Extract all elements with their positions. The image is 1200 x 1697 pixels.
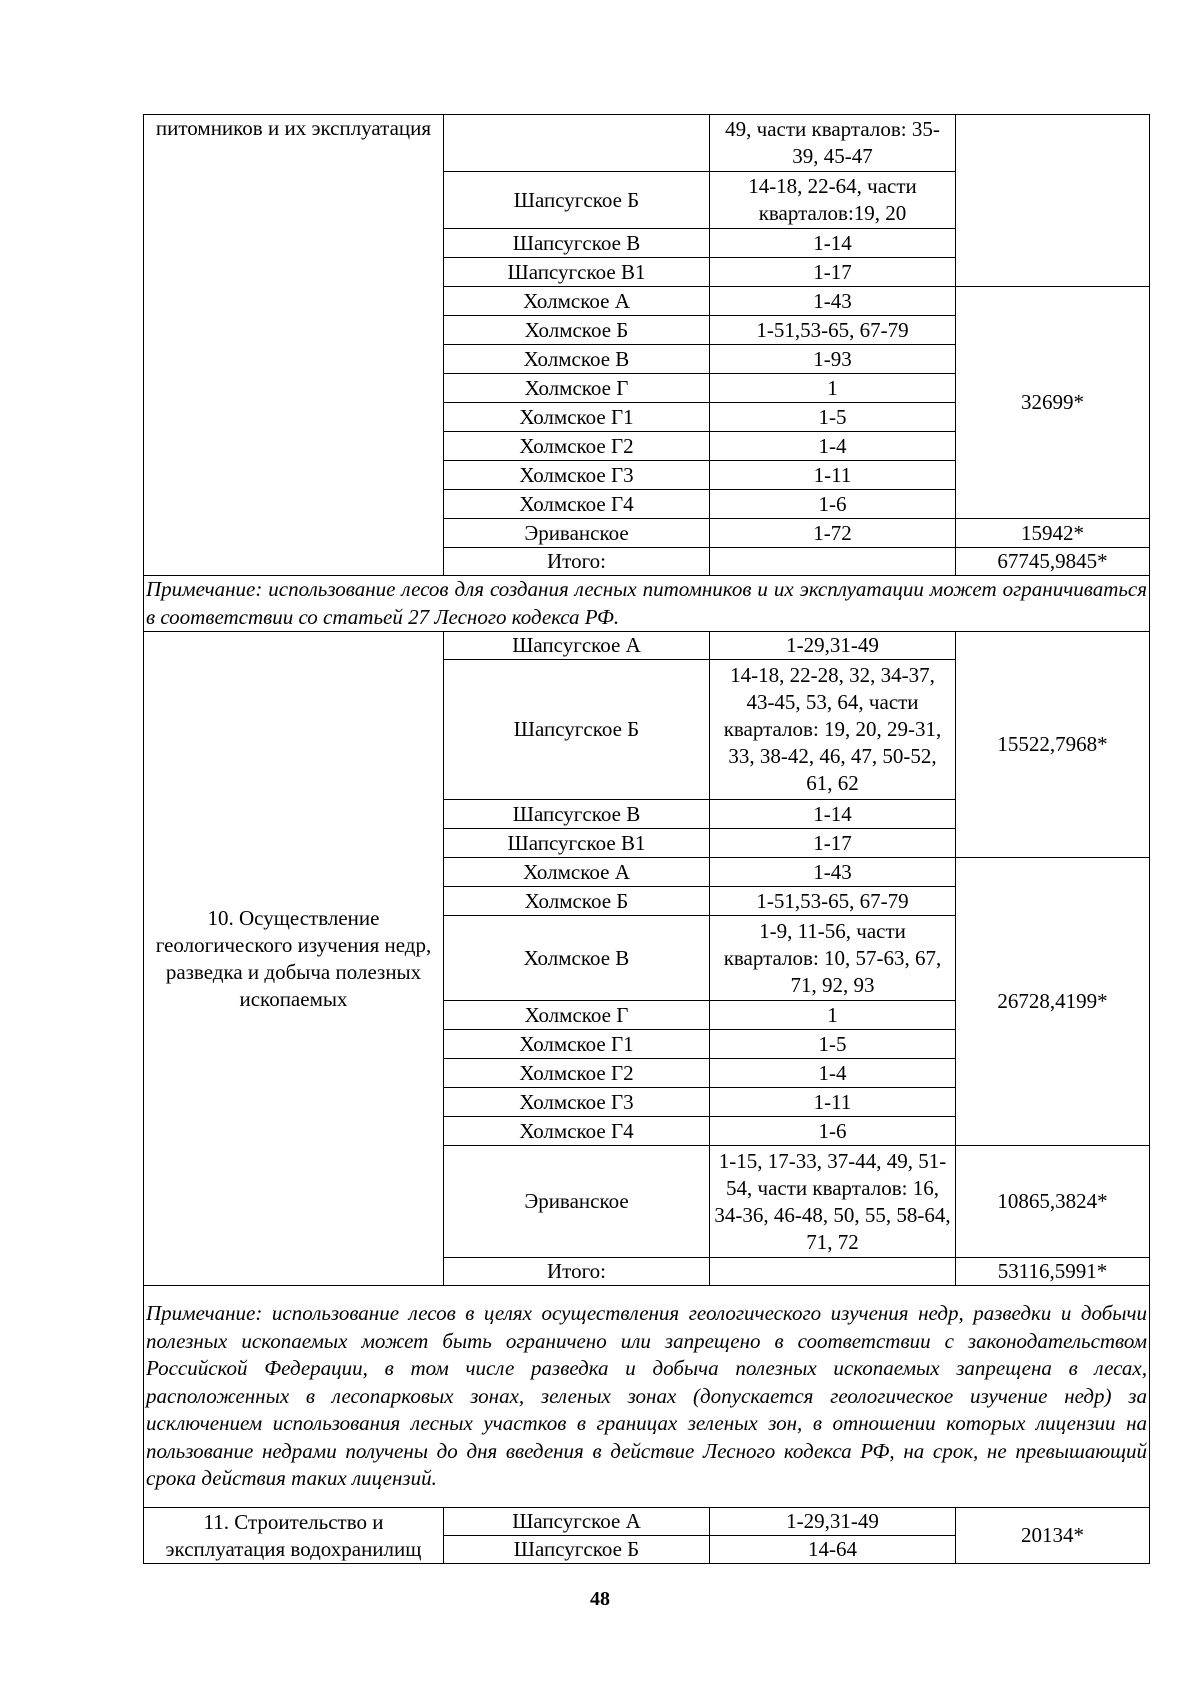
total-value: 67745,9845* [956, 548, 1150, 576]
forestry-cell: Шапсугское В1 [444, 258, 710, 287]
forestry-cell: Холмское Г2 [444, 1059, 710, 1088]
quarters-cell: 49, части кварталов: 35-39, 45-47 [710, 115, 956, 172]
activity-cell: 10. Осуществление геологического изучения недр, разведка и добыча полезных ископаемых [144, 632, 444, 1286]
forestry-cell: Холмское Б [444, 887, 710, 916]
quarters-cell: 1-11 [710, 461, 956, 490]
quarters-cell: 1 [710, 1001, 956, 1030]
quarters-cell: 1-43 [710, 287, 956, 316]
quarters-cell: 1-43 [710, 858, 956, 887]
forestry-cell: Эриванское [444, 1146, 710, 1258]
area-cell: 15942* [956, 519, 1150, 548]
area-cell: 10865,3824* [956, 1146, 1150, 1258]
quarters-cell: 1-17 [710, 258, 956, 287]
table-row [144, 115, 1150, 172]
area-cell: 20134* [956, 1508, 1150, 1564]
forest-use-table [143, 114, 1150, 1564]
quarters-cell: 1-29,31-49 [710, 632, 956, 660]
forestry-cell: Холмское А [444, 287, 710, 316]
area-cell: 26728,4199* [956, 858, 1150, 1146]
quarters-cell: 1-5 [710, 403, 956, 432]
forestry-cell: Холмское Г2 [444, 432, 710, 461]
forestry-cell: Холмское Г1 [444, 1030, 710, 1059]
forestry-cell: Холмское Г [444, 374, 710, 403]
note-row [144, 576, 1150, 632]
quarters-cell: 1-14 [710, 800, 956, 829]
quarters-cell: 1-6 [710, 1117, 956, 1146]
quarters-cell [710, 548, 956, 576]
quarters-cell: 14-18, 22-64, части кварталов:19, 20 [710, 172, 956, 229]
quarters-cell: 1-5 [710, 1030, 956, 1059]
table-row [144, 1508, 1150, 1536]
quarters-cell: 1-51,53-65, 67-79 [710, 887, 956, 916]
forestry-cell: Шапсугское А [444, 1508, 710, 1536]
forestry-cell: Холмское В [444, 916, 710, 1001]
total-label: Итого: [444, 548, 710, 576]
table-row [144, 632, 1150, 660]
activity-cell: питомников и их эксплуатация [144, 115, 444, 576]
quarters-cell [710, 1258, 956, 1286]
quarters-cell: 1-4 [710, 432, 956, 461]
forestry-cell: Эриванское [444, 519, 710, 548]
forestry-cell: Шапсугское Б [444, 1536, 710, 1564]
activity-cell: 11. Строительство и эксплуатация водохранилищ [144, 1508, 444, 1564]
page-number: 48 [590, 1588, 610, 1610]
forestry-cell: Холмское Б [444, 316, 710, 345]
forestry-cell: Шапсугское В [444, 800, 710, 829]
area-cell: 32699* [956, 287, 1150, 519]
forestry-cell: Холмское Г3 [444, 1088, 710, 1117]
note-text: Примечание: использование лесов в целях осуществления геологического изучения недр, разведки и добычи полезных ископаемых может быть ограничено или запрещено в соответствии с законодательством Российской Федерации, в том числе разведка и добыча полезных ископаемых запрещена в лесах, расположенных в лесопарковых зонах, зеленых зонах (допускается геологическое изучение недр) за исключением использования лесных участков в границах зеленых зон, в отношении которых лицензии на пользование недрами получены до дня введения в действие Лесного кодекса РФ, на срок, не превышающий срока действия таких лицензий. [144, 1286, 1150, 1508]
forestry-cell: Холмское Г4 [444, 1117, 710, 1146]
forestry-cell: Шапсугское В1 [444, 829, 710, 858]
note-row [144, 1286, 1150, 1508]
quarters-cell: 14-18, 22-28, 32, 34-37, 43-45, 53, 64, части кварталов: 19, 20, 29-31, 33, 38-42, 46, 47, 50-52, 61, 62 [710, 660, 956, 800]
quarters-cell: 1-14 [710, 229, 956, 258]
area-cell: 15522,7968* [956, 632, 1150, 858]
forestry-cell: Шапсугское А [444, 632, 710, 660]
note-text: Примечание: использование лесов для создания лесных питомников и их эксплуатации может ограничиваться в соответствии со статьей 27 Лесного кодекса РФ. [144, 576, 1150, 632]
forestry-cell: Шапсугское Б [444, 660, 710, 800]
forestry-cell: Холмское В [444, 345, 710, 374]
quarters-cell: 1-51,53-65, 67-79 [710, 316, 956, 345]
quarters-cell: 1-29,31-49 [710, 1508, 956, 1536]
quarters-cell: 1-17 [710, 829, 956, 858]
forestry-cell: Холмское А [444, 858, 710, 887]
quarters-cell: 1-4 [710, 1059, 956, 1088]
quarters-cell: 1 [710, 374, 956, 403]
quarters-cell: 1-11 [710, 1088, 956, 1117]
forestry-cell: Шапсугское Б [444, 172, 710, 229]
quarters-cell: 1-15, 17-33, 37-44, 49, 51-54, части кварталов: 16, 34-36, 46-48, 50, 55, 58-64, 71, 72 [710, 1146, 956, 1258]
total-label: Итого: [444, 1258, 710, 1286]
quarters-cell: 1-6 [710, 490, 956, 519]
forestry-cell: Холмское Г [444, 1001, 710, 1030]
total-value: 53116,5991* [956, 1258, 1150, 1286]
quarters-cell: 1-72 [710, 519, 956, 548]
quarters-cell: 1-93 [710, 345, 956, 374]
forestry-cell: Холмское Г3 [444, 461, 710, 490]
forestry-cell [444, 115, 710, 172]
forestry-cell: Холмское Г1 [444, 403, 710, 432]
forestry-cell: Холмское Г4 [444, 490, 710, 519]
quarters-cell: 14-64 [710, 1536, 956, 1564]
area-cell [956, 115, 1150, 287]
forestry-cell: Шапсугское В [444, 229, 710, 258]
quarters-cell: 1-9, 11-56, части кварталов: 10, 57-63, 67, 71, 92, 93 [710, 916, 956, 1001]
